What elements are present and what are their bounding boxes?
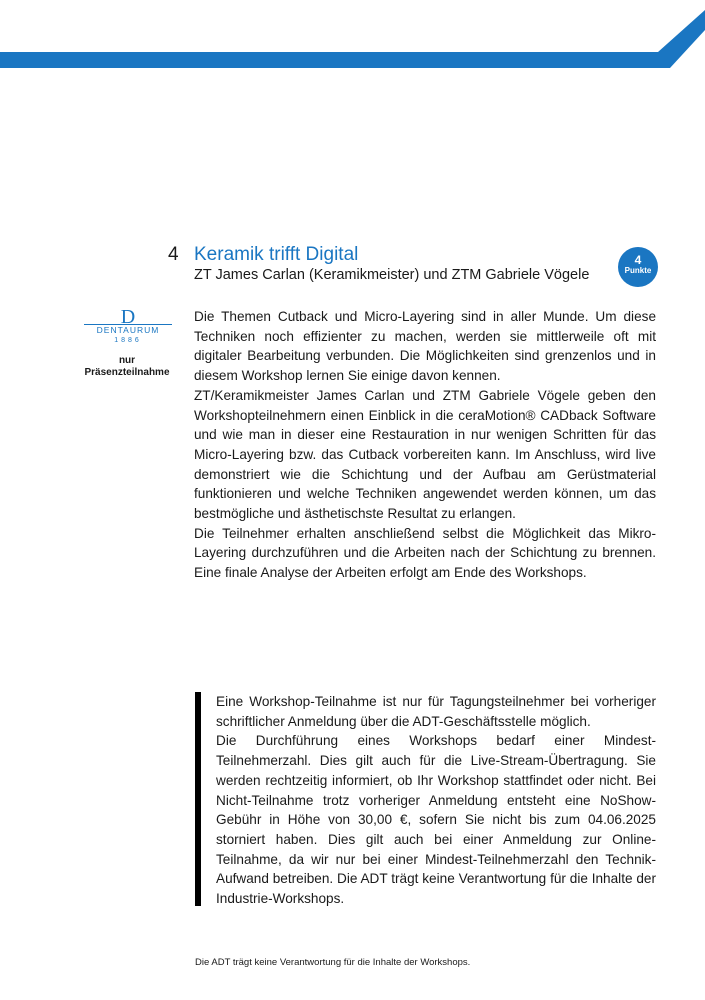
logo-year: 1886 [114, 337, 142, 344]
attendance-note-line2: Präsenzteilnahme [84, 367, 170, 378]
dentaurum-logo [84, 306, 172, 346]
notice-paragraph: Die Durchführung eines Workshops bedarf einer Mindest-Teilnehmerzahl. Dies gilt auch für die Live-Stream-Übertragung. Sie werden rechtzeitig informiert, ob Ihr Workshop stattfindet oder nicht. Bei Nicht-Teilnahme trotz vorheriger Anmeldung entsteht eine NoShow-Gebühr in Höhe von 30,00 €, sofern Sie nicht bis zum 04.06.2025 storniert haben. Dies gilt auch bei einer Anmeldung zur Online-Teilnahme, da wir nur bei einer Mindest-Teilnehmerzahl den Technik-Aufwand betreiben. Die ADT trägt keine Verantwortung für die Inhalte der Industrie-Workshops. [216, 733, 656, 907]
footer-disclaimer: Die ADT trägt keine Verantwortung für die Inhalte der Workshops. [195, 957, 471, 968]
points-badge [618, 247, 658, 287]
top-banner-stripe [0, 0, 705, 80]
workshop-speakers: ZT James Carlan (Keramikmeister) und ZTM Gabriele Vögele [194, 267, 590, 283]
notice-paragraph: Eine Workshop-Teilnahme ist nur für Tagungsteilnehmer bei vorheriger schriftlicher Anmeldung über die ADT-Geschäftsstelle möglich. [216, 694, 656, 729]
description-paragraph: ZT/Keramikmeister James Carlan und ZTM Gabriele Vögele geben den Workshopteilnehmern einen Einblick in die ceraMotion® CADback Software und wie man in dieser eine Restauration in nur wenigen Schritten für das Micro-Layering bzw. das Cutback vorbereiten kann. Im Anschluss, wird live demonstriert wie die Schichtung und der Aufbau am Gerüstmaterial funktionieren und welche Techniken angewendet werden können, um das bestmögliche und ästhetischste Resultat zu erlangen. [194, 387, 656, 522]
attendance-note [72, 355, 182, 379]
points-label: Punkte [624, 266, 652, 275]
points-value: 4 [634, 253, 642, 267]
workshop-number: 4 [168, 244, 179, 265]
registration-notice [216, 692, 656, 909]
workshop-title: Keramik trifft Digital [194, 244, 359, 265]
notice-bar [195, 692, 201, 906]
description-paragraph: Die Themen Cutback und Micro-Layering sind in aller Munde. Um diese Techniken noch effizienter zu machen, werden sie mittlerweile oft mit digitaler Bearbeitung verbunden. Die Möglichkeiten sind grenzenlos und in diesem Workshop lernen Sie einige davon kennen. [194, 309, 656, 384]
attendance-note-line1: nur [118, 355, 136, 366]
description-paragraph: Die Teilnehmer erhalten anschließend selbst die Möglichkeit das Mikro-Layering durchzuführen und die Arbeiten nach der Schichtung zu brennen. Eine finale Analyse der Arbeiten erfolgt am Ende des Workshops. [194, 525, 656, 581]
workshop-description [194, 307, 656, 583]
logo-name: DENTAURUM [96, 325, 160, 335]
logo-letter: D [120, 306, 136, 328]
